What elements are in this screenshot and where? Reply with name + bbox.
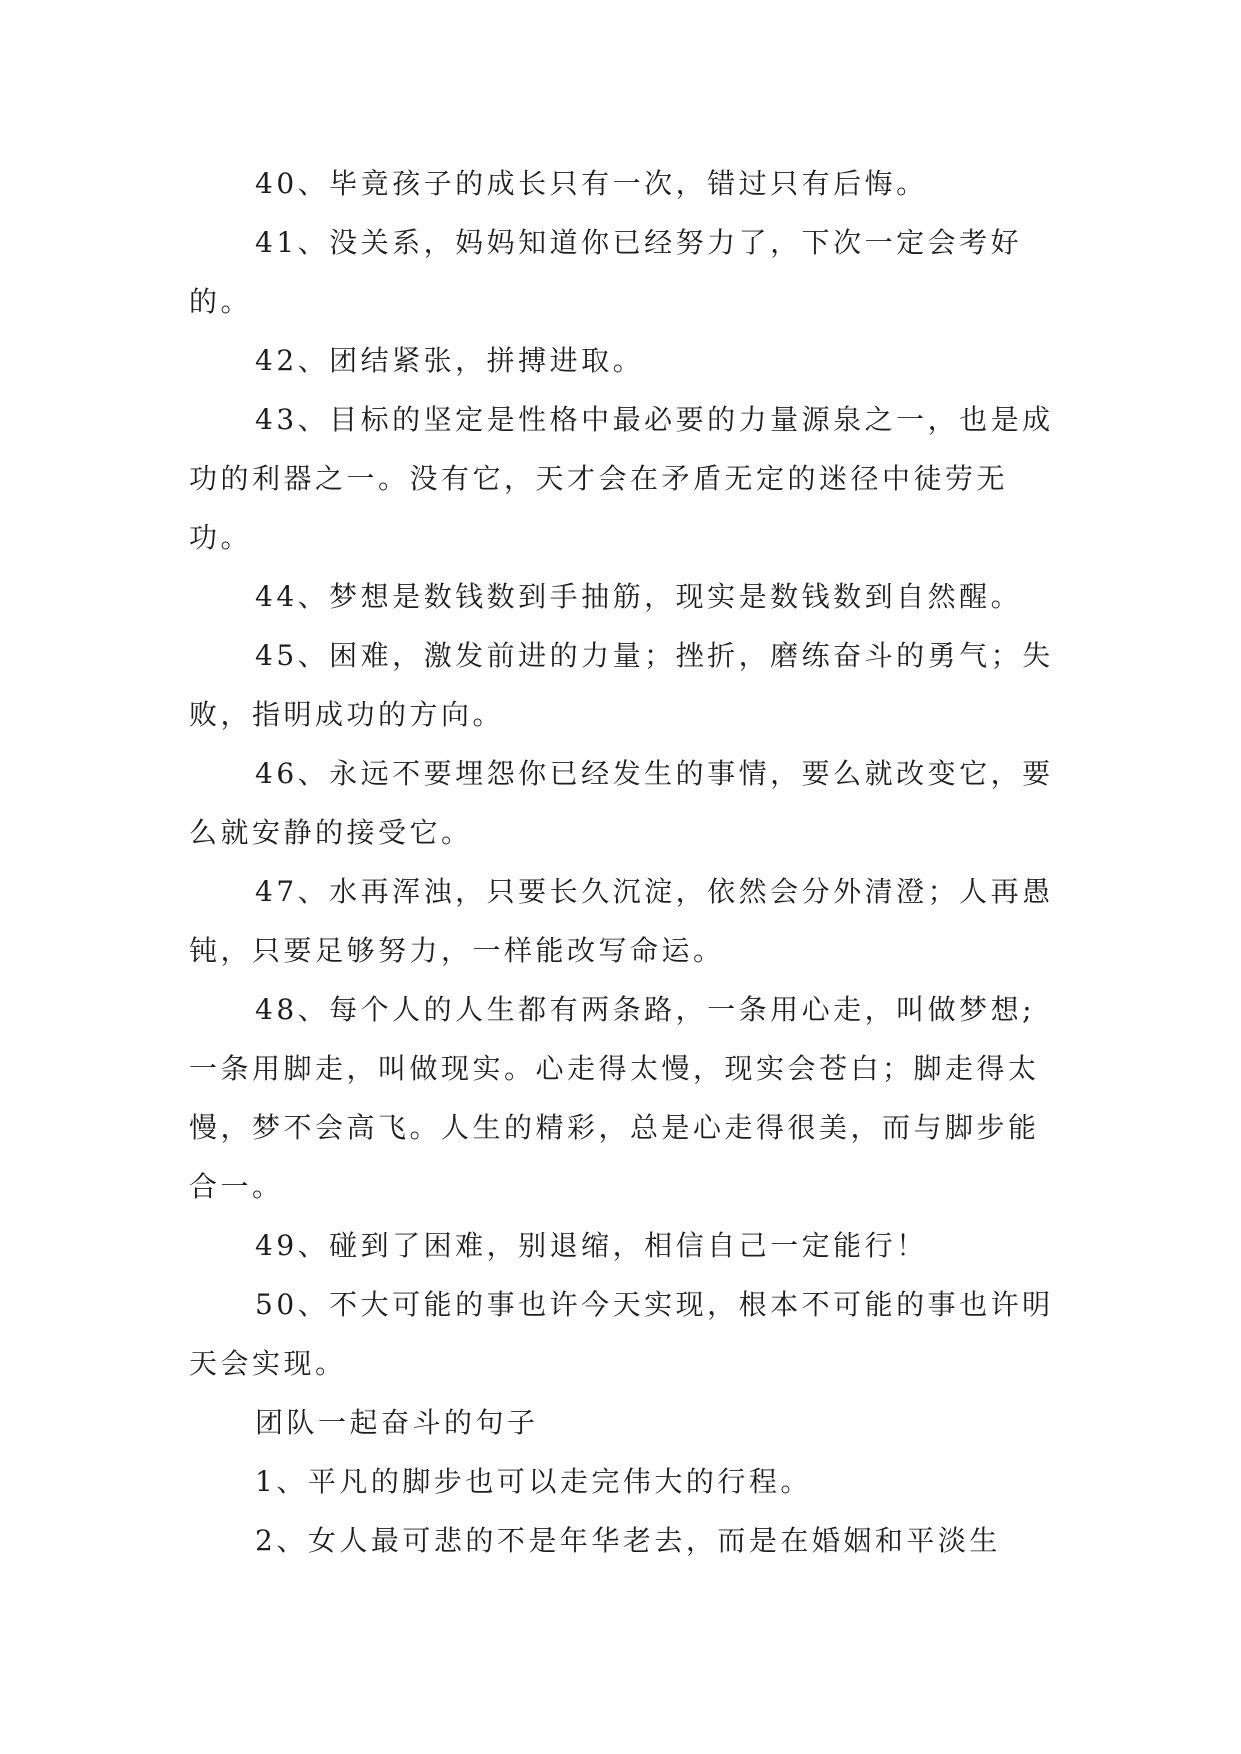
paragraph-44: 44、梦想是数钱数到手抽筋，现实是数钱数到自然醒。 — [255, 580, 1023, 613]
paragraph-48: 48、每个人的人生都有两条路，一条用心走，叫做梦想;一条用脚走，叫做现实。心走得太慢，现实会苍白；脚走得太慢，梦不会高飞。人生的精彩，总是心走得很美，而与脚步能合一。 — [189, 993, 1040, 1203]
paragraph-43: 43、目标的坚定是性格中最必要的力量源泉之一，也是成功的利器之一。没有它，天才会在矛盾无定的迷径中徒劳无功。 — [189, 403, 1054, 554]
paragraph-45: 45、困难，激发前进的力量；挫折，磨练奋斗的勇气；失败，指明成功的方向。 — [189, 639, 1054, 731]
paragraph-41: 41、没关系，妈妈知道你已经努力了，下次一定会考好的。 — [189, 226, 1023, 318]
paragraph-42: 42、团结紧张，拼搏进取。 — [255, 344, 645, 377]
paragraph-40: 40、毕竟孩子的成长只有一次，错过只有后悔。 — [255, 167, 928, 200]
paragraph-50: 50、不大可能的事也许今天实现，根本不可能的事也许明天会实现。 — [189, 1288, 1054, 1380]
paragraph-47: 47、水再浑浊，只要长久沉淀，依然会分外清澄；人再愚钝，只要足够努力，一样能改写命运。 — [189, 875, 1054, 967]
paragraph-49: 49、碰到了困难，别退缩，相信自己一定能行！ — [255, 1229, 928, 1262]
paragraph-1: 1、平凡的脚步也可以走完伟大的行程。 — [255, 1465, 812, 1498]
document-body — [189, 154, 1065, 1570]
section-heading: 团队一起奋斗的句子 — [255, 1406, 539, 1439]
paragraph-2: 2、女人最可悲的不是年华老去，而是在婚姻和平淡生 — [255, 1524, 1001, 1557]
paragraph-46: 46、永远不要埋怨你已经发生的事情，要么就改变它，要么就安静的接受它。 — [189, 757, 1054, 849]
